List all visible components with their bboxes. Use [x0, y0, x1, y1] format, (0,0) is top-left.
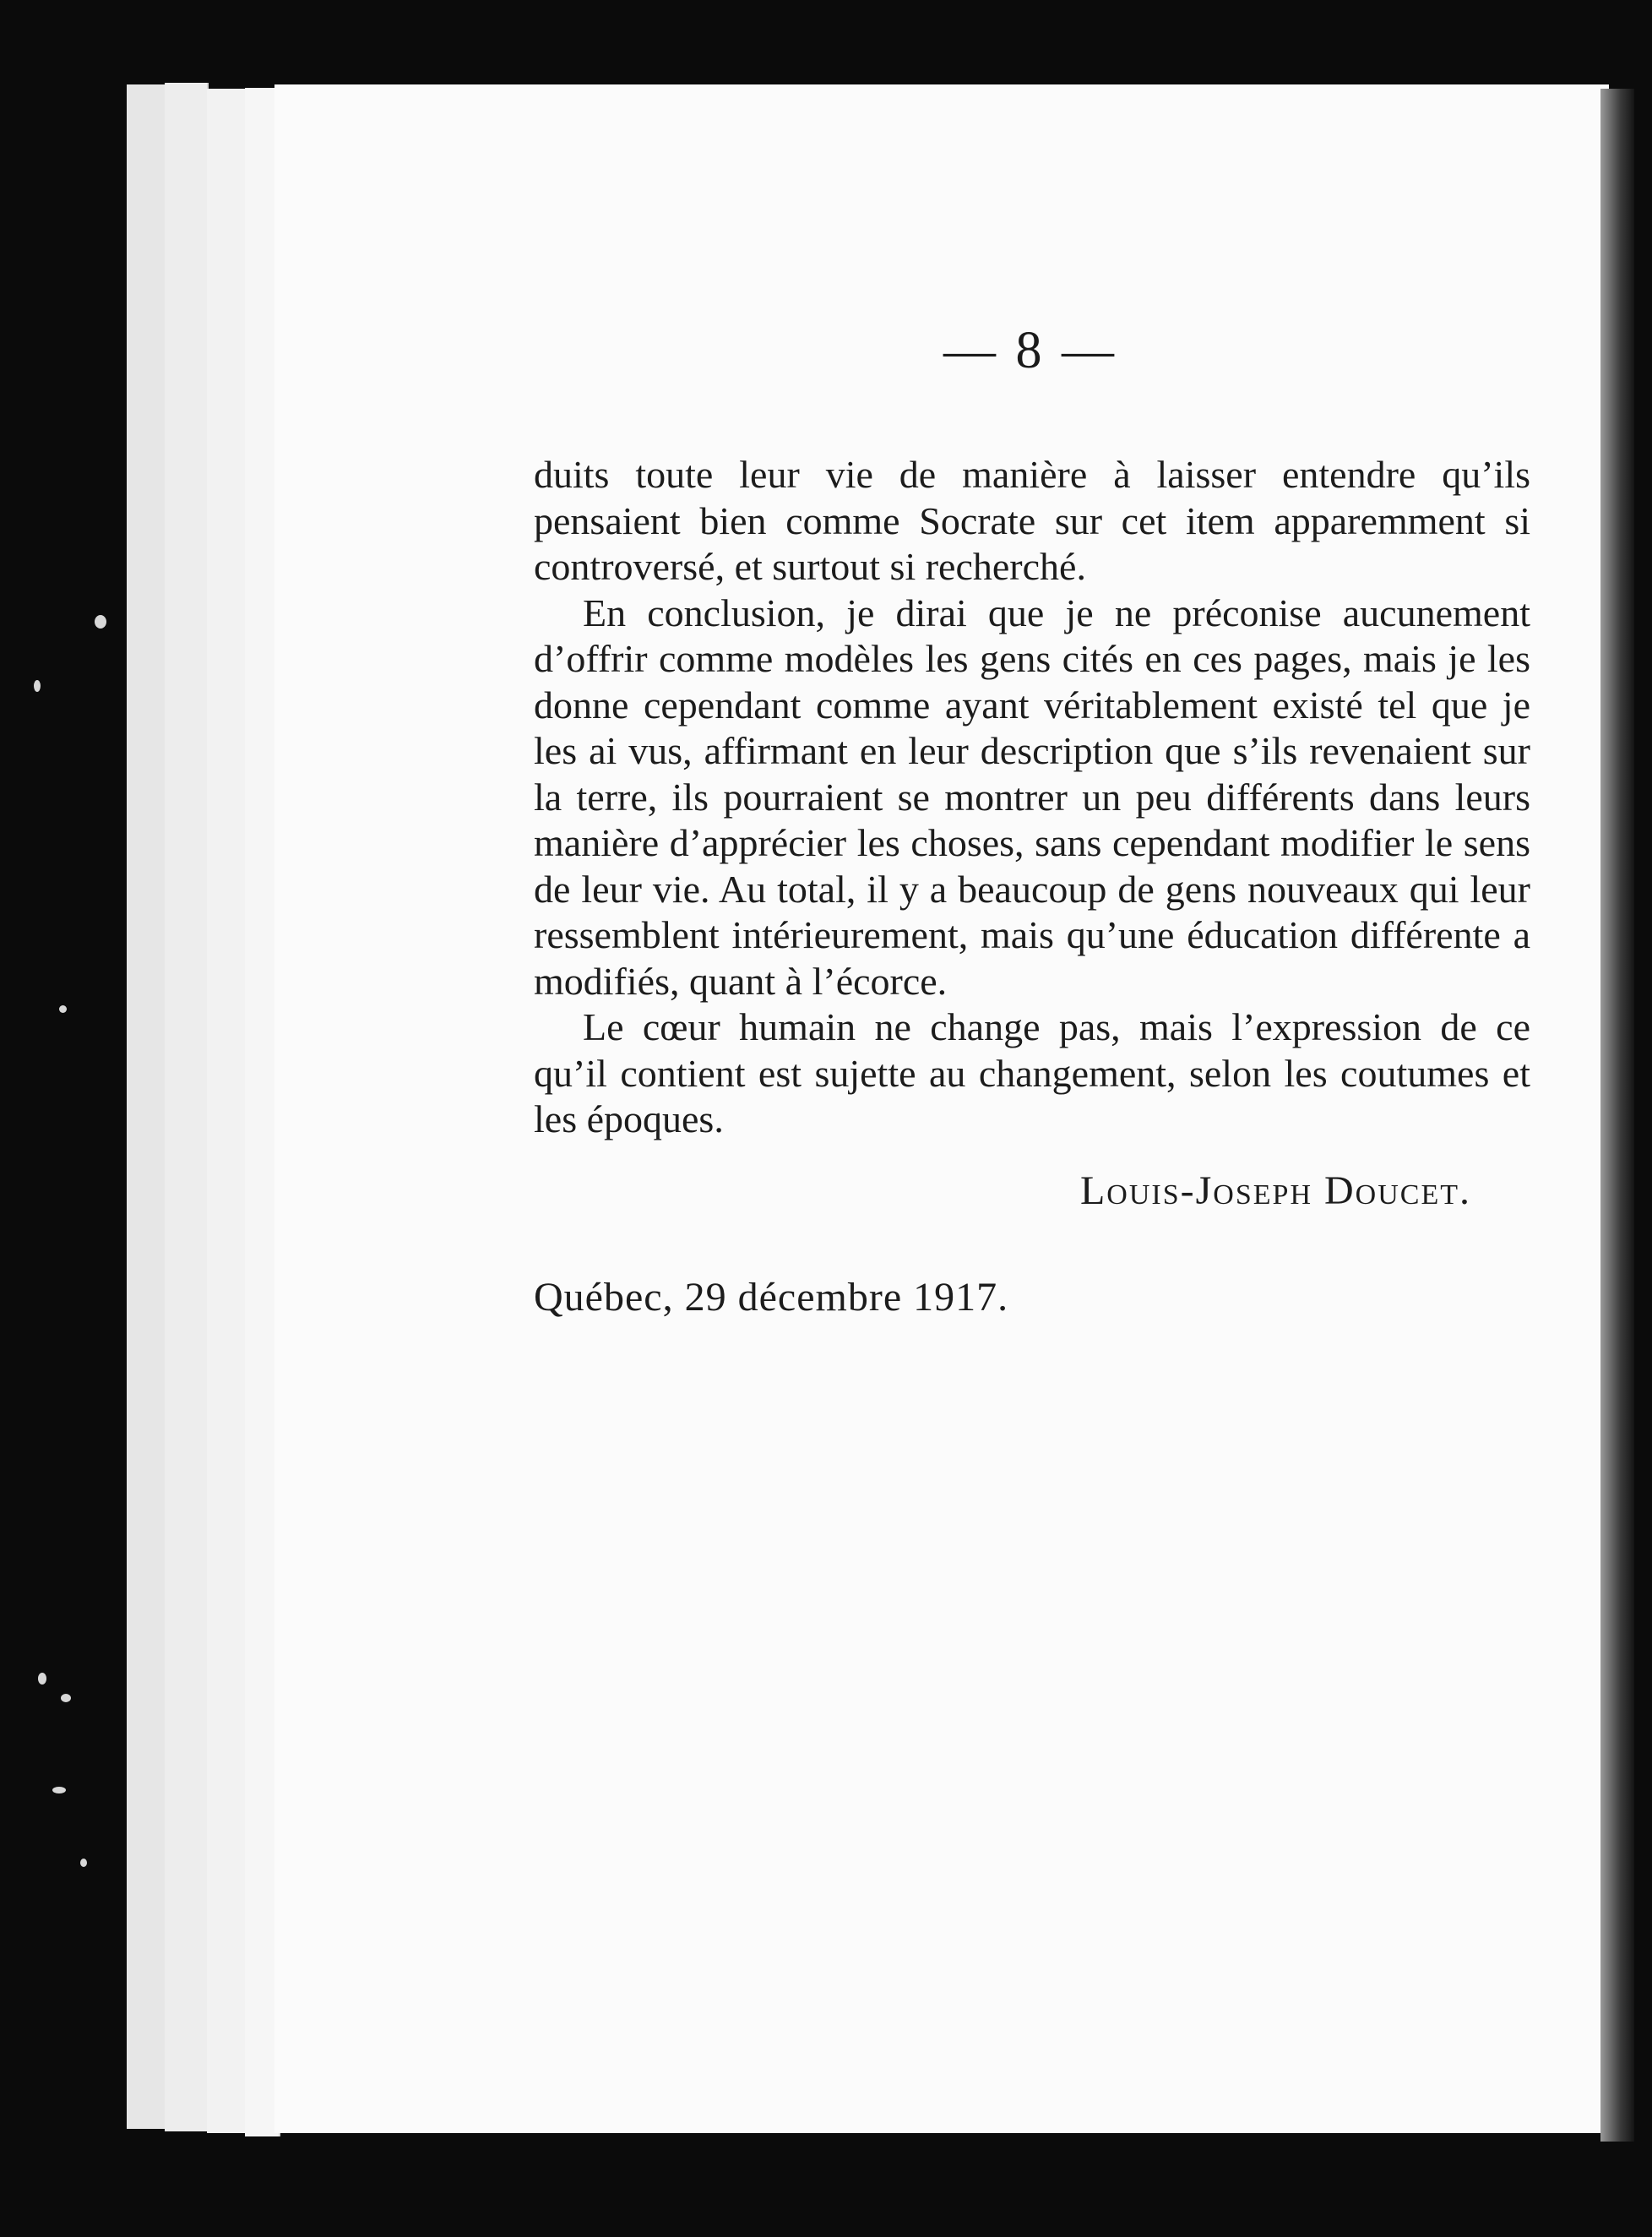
- paragraph: duits toute leur vie de manière à laisser entendre qu’ils pensaient bien comme Socrate sur cet item apparemment si controversé, et surtout si recherché.: [534, 453, 1530, 588]
- page-shadow: [1600, 89, 1634, 2142]
- scan-speck: [61, 1694, 71, 1702]
- author-signature: Louis-Joseph Doucet.: [1079, 1167, 1471, 1213]
- scan-speck: [59, 1005, 67, 1013]
- body-text: [534, 452, 1530, 1321]
- scan-speck: [52, 1787, 66, 1793]
- scan-speck: [34, 680, 41, 692]
- paragraph: En conclusion, je dirai que je ne préconise aucunement d’offrir comme modèles les gens cités en ces pages, mais je les donne cependant comme ayant véritablement existé tel que je les ai vus, affirmant en leur description que s’ils revenaient sur la terre, ils pourraient se montrer un peu différents dans leurs manière d’apprécier les choses, sans cependant modifier le sens de leur vie. Au total, il y a beaucoup de gens nouveaux qui leur ressemblent intérieurement, mais qu’une éducation différente a modifiés, quant à l’écorce.: [534, 591, 1530, 1003]
- scan-speck: [80, 1859, 87, 1867]
- page-number: — 8 —: [943, 322, 1117, 379]
- paragraph: Le cœur humain ne change pas, mais l’expression de ce qu’il contient est sujette au changement, selon les coutumes et les époques.: [534, 1005, 1530, 1140]
- scan-speck: [38, 1673, 46, 1685]
- dateline: Québec, 29 décembre 1917.: [534, 1275, 1009, 1320]
- page-edge: [165, 83, 209, 2131]
- scan-speck: [95, 615, 106, 629]
